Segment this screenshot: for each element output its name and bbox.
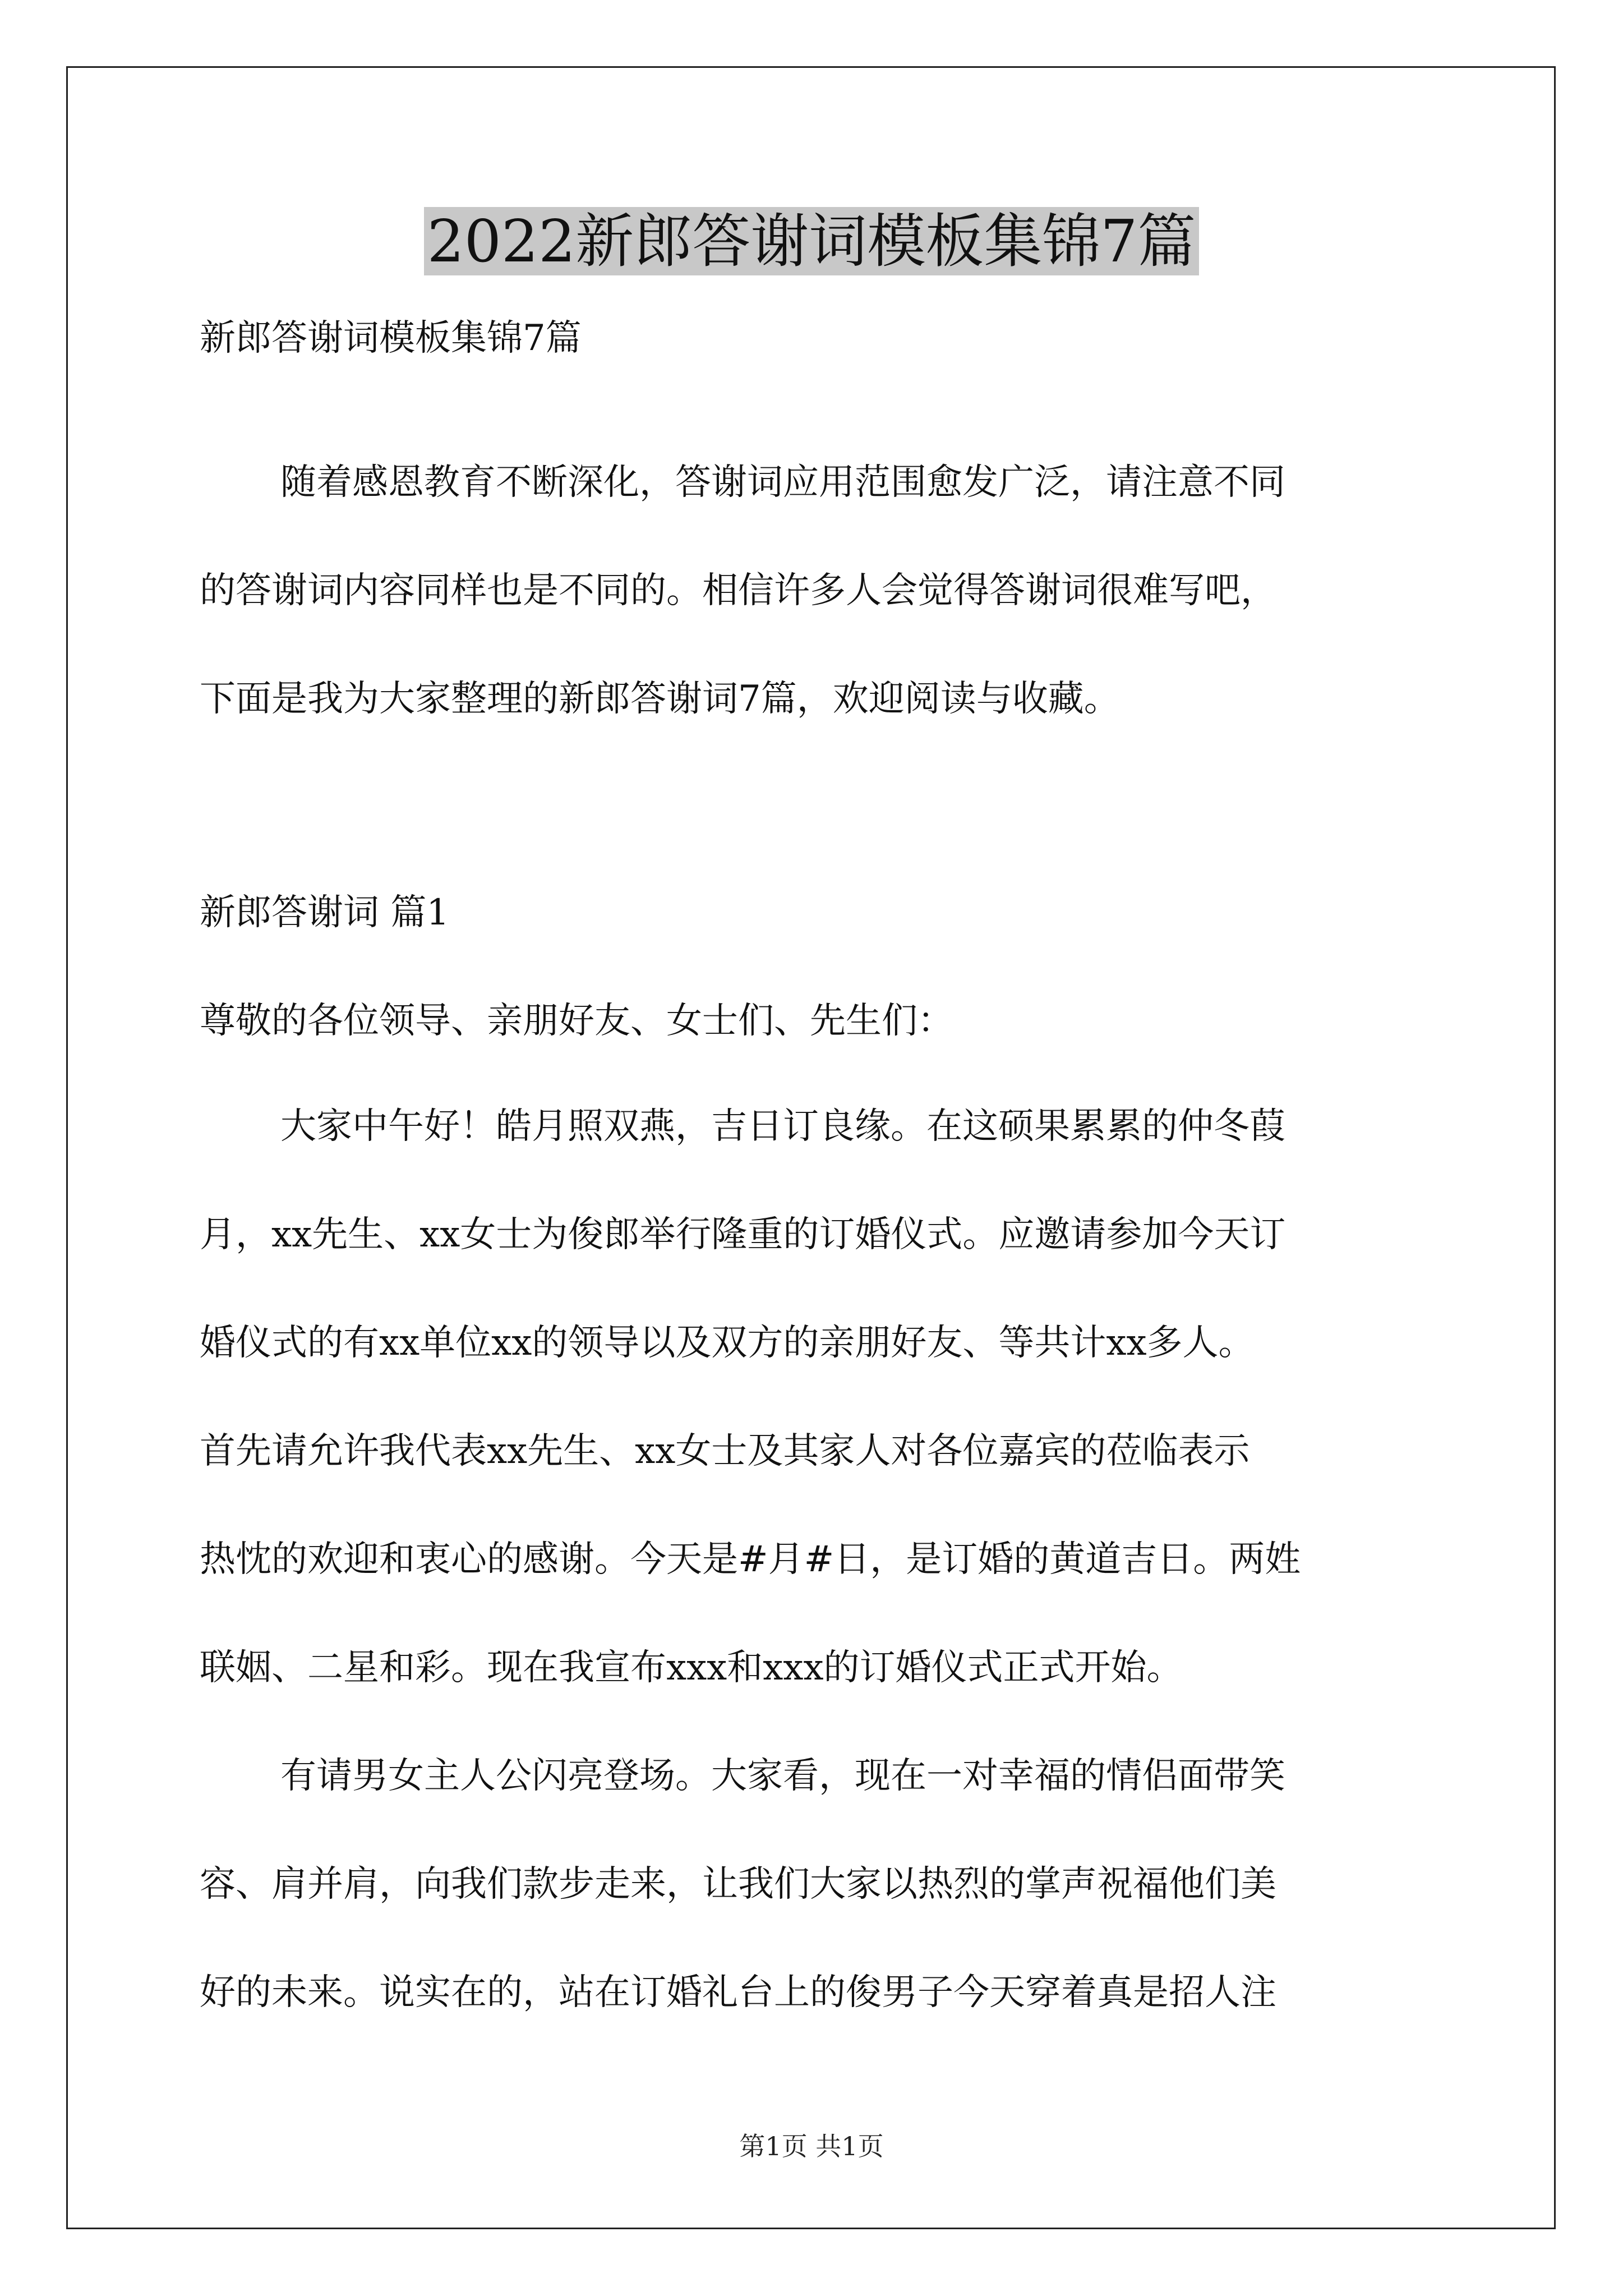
- paragraph2-line-3: 好的未来。说实在的，站在订婚礼台上的俊男子今天穿着真是招人注: [200, 1972, 1276, 2013]
- salutation: 尊敬的各位领导、亲朋好友、女士们、先生们：: [200, 1000, 953, 1042]
- section-heading: 新郎答谢词 篇1: [200, 892, 450, 933]
- document-title: [0, 202, 1623, 280]
- page-footer: 第1页 共1页: [739, 2131, 884, 2161]
- document-subtitle: 新郎答谢词模板集锦7篇: [200, 318, 582, 359]
- intro-line-2: 的答谢词内容同样也是不同的。相信许多人会觉得答谢词很难写吧，: [200, 570, 1276, 611]
- paragraph1-line-1: 大家中午好！皓月照双燕，吉日订良缘。在这硕果累累的仲冬葭: [280, 1106, 1285, 1147]
- paragraph2-line-2: 容、肩并肩，向我们款步走来，让我们大家以热烈的掌声祝福他们美: [200, 1864, 1276, 1905]
- paragraph2-line-1: 有请男女主人公闪亮登场。大家看，现在一对幸福的情侣面带笑: [280, 1755, 1285, 1797]
- intro-line-3: 下面是我为大家整理的新郎答谢词7篇，欢迎阅读与收藏。: [200, 678, 1120, 720]
- paragraph1-line-2: 月，xx先生、xx女士为俊郎举行隆重的订婚仪式。应邀请参加今天订: [200, 1214, 1286, 1255]
- intro-line-1: 随着感恩教育不断深化，答谢词应用范围愈发广泛，请注意不同: [280, 462, 1285, 503]
- paragraph1-line-6: 联姻、二星和彩。现在我宣布xxx和xxx的订婚仪式正式开始。: [200, 1647, 1183, 1688]
- paragraph1-line-3: 婚仪式的有xx单位xx的领导以及双方的亲朋好友、等共计xx多人。: [200, 1322, 1255, 1364]
- document-title-text: 2022新郎答谢词模板集锦7篇: [424, 207, 1200, 275]
- paragraph1-line-5: 热忱的欢迎和衷心的感谢。今天是#月#日，是订婚的黄道吉日。两姓: [200, 1539, 1301, 1580]
- paragraph1-line-4: 首先请允许我代表xx先生、xx女士及其家人对各位嘉宾的莅临表示: [200, 1430, 1250, 1472]
